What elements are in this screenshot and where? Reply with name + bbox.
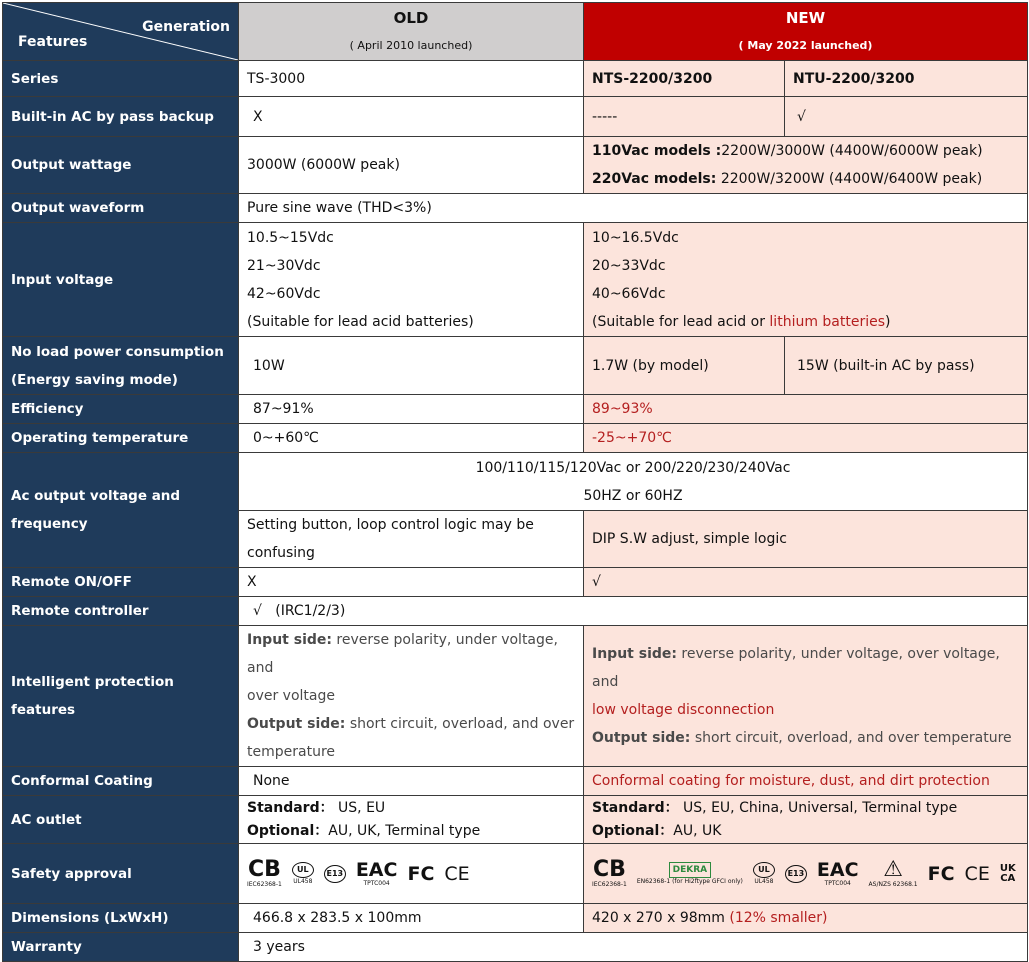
new-value: 110Vac models :2200W/3000W (4400W/6000W peak) 220Vac models: 2200W/3200W (4400W/6400W peak) [584,137,1028,194]
row-temperature [3,424,1028,453]
shared-value: Pure sine wave (THD<3%) [239,194,1028,223]
feature-label: Output wattage [3,137,239,194]
features-label: Features [18,34,88,50]
new-value-nts: NTS-2200/3200 [584,61,785,97]
dekra-logo-icon: DEKRA EN62368-1 (for Hi2ftype GFCI only) [637,862,743,886]
old-value: Input side: reverse polarity, under voltage, and over voltage Output side: short circuit, overload, and over temperature [239,626,584,767]
feature-label: Conformal Coating [3,767,239,796]
cb-logo-icon: CB IEC62368-1 [247,856,282,888]
new-subtitle: ( May 2022 launched) [738,38,873,52]
generation-label: Generation [142,19,230,35]
header-new [584,3,1028,61]
new-value: √ [584,568,1028,597]
ukca-logo-icon: UK CA [999,862,1016,884]
row-remote-onoff [3,568,1028,597]
row-remote-controller [3,597,1028,626]
cb-logo-icon: CB IEC62368-1 [592,856,627,888]
eac-logo-icon: EAC TPTC004 [816,858,859,887]
row-coating [3,767,1028,796]
row-waveform [3,194,1028,223]
row-protection [3,626,1028,767]
new-title: NEW [785,8,826,27]
header-old [239,3,584,61]
header-corner [3,3,239,61]
e13-logo-icon: E13 [324,865,346,883]
feature-label: Remote ON/OFF [3,568,239,597]
header-row [3,3,1028,61]
new-value-nts: 1.7W (by model) [584,337,785,395]
feature-label: Intelligent protection features [3,626,239,767]
old-subtitle: ( April 2010 launched) [349,38,473,52]
feature-label: Input voltage [3,223,239,337]
old-value: 10.5~15Vdc 21~30Vdc 42~60Vdc (Suitable for lead acid batteries) [239,223,584,337]
feature-label: Dimensions (LxWxH) [3,904,239,933]
row-bypass [3,97,1028,137]
shared-value: √ (IRC1/2/3) [239,597,1028,626]
row-safety [3,844,1028,904]
ce-logo-icon: CE [964,862,990,885]
feature-label: Ac output voltage and frequency [3,453,239,568]
ul-logo-icon: UL UL458 [753,862,775,886]
row-series [3,61,1028,97]
new-value: Conformal coating for moisture, dust, and dirt protection [584,767,1028,796]
old-value: Setting button, loop control logic may be confusing [239,511,584,568]
feature-label: AC outlet [3,796,239,844]
new-value-nts: ----- [584,97,785,137]
old-value: 10W [239,337,584,395]
new-value: -25~+70℃ [584,424,1028,453]
feature-label: Efficiency [3,395,239,424]
row-ac-output [3,453,1028,511]
feature-label: No load power consumption (Energy saving mode) [3,337,239,395]
feature-label: Safety approval [3,844,239,904]
row-ac-outlet [3,796,1028,844]
old-value: 87~91% [239,395,584,424]
old-value [239,844,584,904]
feature-label: Warranty [3,933,239,962]
new-value-ntu: √ [785,97,1028,137]
ce-logo-icon: CE [444,862,470,885]
row-input-voltage [3,223,1028,337]
e13-logo-icon: E13 [785,865,807,883]
row-dimensions [3,904,1028,933]
old-certification-logos [247,856,575,889]
shared-value: 100/110/115/120Vac or 200/220/230/240Vac 50HZ or 60HZ [239,453,1028,511]
old-value: 3000W (6000W peak) [239,137,584,194]
new-value: 420 x 270 x 98mm (12% smaller) [584,904,1028,933]
new-value: Standard： US, EU, China, Universal, Terminal type Optional：AU, UK [584,796,1028,844]
old-value: 466.8 x 283.5 x 100mm [239,904,584,933]
new-certification-logos [592,856,1019,889]
old-value: Standard： US, EU Optional：AU, UK, Terminal type [239,796,584,844]
old-value: None [239,767,584,796]
fcc-logo-icon: FC [927,862,955,885]
rcm-logo-icon: ⚠ AS/NZS 62368.1 [868,856,918,888]
old-value: X [239,97,584,137]
new-value: 10~16.5Vdc 20~33Vdc 40~66Vdc (Suitable for lead acid or lithium batteries) [584,223,1028,337]
old-value: TS-3000 [239,61,584,97]
old-title: OLD [393,8,429,27]
new-value-ntu: NTU-2200/3200 [785,61,1028,97]
new-value: Input side: reverse polarity, under voltage, over voltage, and low voltage disconnection Output side: short circuit, overload, and over temperature [584,626,1028,767]
feature-label: Series [3,61,239,97]
row-no-load [3,337,1028,395]
feature-label: Built-in AC by pass backup [3,97,239,137]
new-value [584,844,1028,904]
row-efficiency [3,395,1028,424]
fcc-logo-icon: FC [407,862,435,885]
feature-label: Operating temperature [3,424,239,453]
old-value: X [239,568,584,597]
new-value: 89~93% [584,395,1028,424]
feature-label: Output waveform [3,194,239,223]
comparison-table [2,2,1028,962]
feature-label: Remote controller [3,597,239,626]
shared-value: 3 years [239,933,1028,962]
old-value: 0~+60℃ [239,424,584,453]
row-wattage [3,137,1028,194]
ul-logo-icon: UL UL458 [292,862,314,886]
new-value-ntu: 15W (built-in AC by pass) [785,337,1028,395]
row-warranty [3,933,1028,962]
eac-logo-icon: EAC TPTC004 [355,858,398,887]
new-value: DIP S.W adjust, simple logic [584,511,1028,568]
